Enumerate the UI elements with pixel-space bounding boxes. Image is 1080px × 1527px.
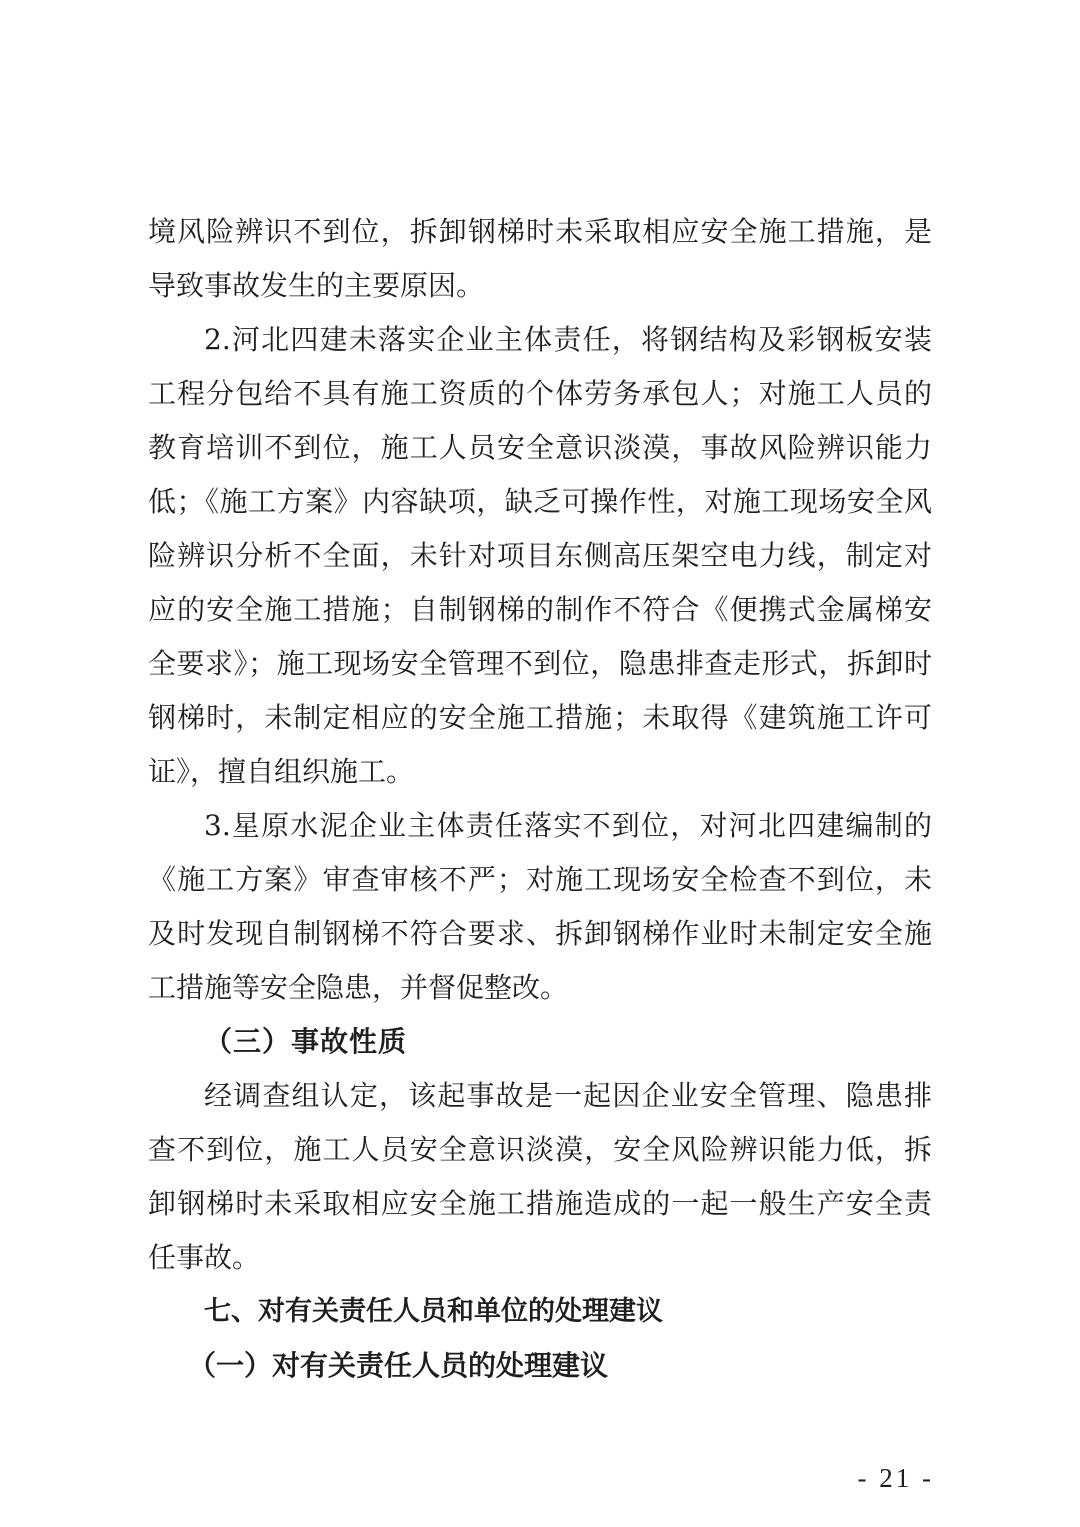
text-line: 全要求》；施工现场安全管理不到位，隐患排查走形式，拆卸时 — [148, 647, 932, 680]
text-line: 任事故。 — [148, 1241, 261, 1274]
text-line: 查不到位，施工人员安全意识淡漠，安全风险辨识能力低，拆 — [148, 1133, 932, 1166]
paragraph-accident-nature — [148, 1069, 932, 1285]
section-heading-accident-nature: （三）事故性质 — [204, 1025, 408, 1058]
text-line: 境风险辨识不到位，拆卸钢梯时未采取相应安全施工措施，是 — [148, 215, 932, 248]
text-line: 工措施等安全隐患，并督促整改。 — [148, 971, 569, 1004]
document-body — [148, 205, 932, 1393]
text-line: 导致事故发生的主要原因。 — [148, 269, 485, 302]
text-line: 工程分包给不具有施工资质的个体劳务承包人；对施工人员的 — [148, 377, 932, 410]
text-line: 证》，擅自组织施工。 — [148, 755, 415, 788]
text-line: 钢梯时，未制定相应的安全施工措施；未取得《建筑施工许可 — [148, 701, 932, 734]
text-line: 卸钢梯时未采取相应安全施工措施造成的一起一般生产安全责 — [148, 1187, 932, 1220]
text-line: 及时发现自制钢梯不符合要求、拆卸钢梯作业时未制定安全施 — [148, 917, 932, 950]
chapter-heading: 七、对有关责任人员和单位的处理建议 — [204, 1296, 663, 1327]
text-line: 低；《施工方案》内容缺项，缺乏可操作性，对施工现场安全风 — [148, 485, 932, 518]
text-line: 2.河北四建未落实企业主体责任，将钢结构及彩钢板安装 — [204, 323, 932, 356]
subsection-heading: （一）对有关责任人员的处理建议 — [188, 1349, 609, 1382]
text-line: 经调查组认定，该起事故是一起因企业安全管理、隐患排 — [204, 1079, 932, 1112]
text-line: 应的安全施工措施；自制钢梯的制作不符合《便携式金属梯安 — [148, 593, 932, 626]
text-line: 险辨识分析不全面，未针对项目东侧高压架空电力线，制定对 — [148, 539, 932, 572]
paragraph-cause-conclusion — [148, 205, 932, 313]
text-line: 《施工方案》审查审核不严；对施工现场安全检查不到位，未 — [148, 863, 932, 896]
text-line: 教育培训不到位，施工人员安全意识淡漠，事故风险辨识能力 — [148, 431, 932, 464]
text-line: 3.星原水泥企业主体责任落实不到位，对河北四建编制的 — [204, 809, 932, 842]
paragraph-item-3 — [148, 799, 932, 1015]
page-number: - 21 - — [857, 1463, 934, 1493]
paragraph-item-2 — [148, 313, 932, 799]
